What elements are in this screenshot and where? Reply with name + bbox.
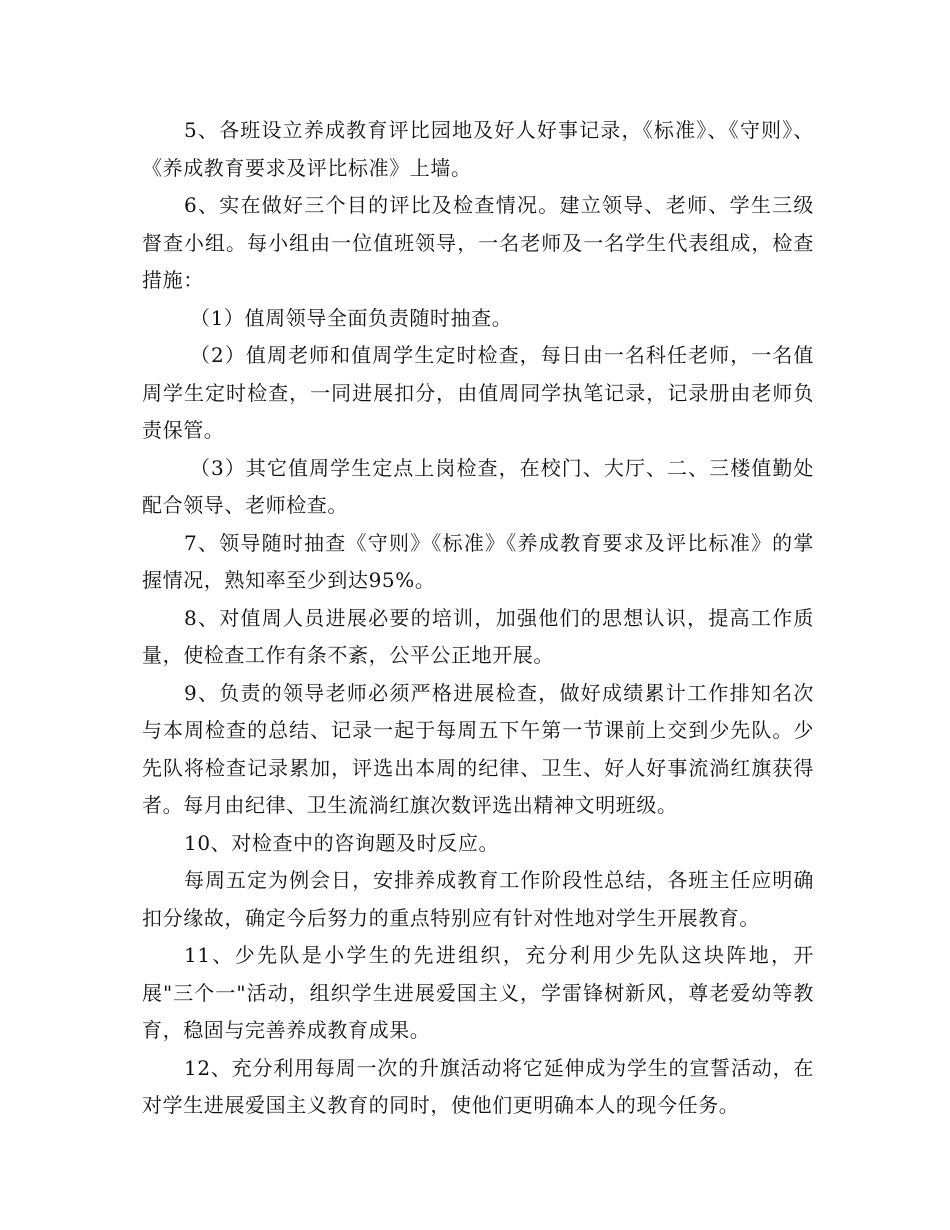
document-body — [142, 112, 814, 1125]
paragraph-item-7: 7、领导随时抽查《守则》《标准》《养成教育要求及评比标准》的掌握情况，熟知率至少到达95%。 — [142, 530, 814, 592]
paragraph-item-5: 5、各班设立养成教育评比园地及好人好事记录，《标准》、《守则》、《养成教育要求及评比标准》上墙。 — [142, 118, 814, 180]
paragraph-item-8: 8、对值周人员进展必要的培训，加强他们的思想认识，提高工作质量，使检查工作有条不紊，公平公正地开展。 — [142, 605, 814, 667]
paragraph-item-9: 9、负责的领导老师必须严格进展检查，做好成绩累计工作排知名次与本周检查的总结、记录一起于每周五下午第一节课前上交到少先队。少先队将检查记录累加，评选出本周的纪律、卫生、好人好事流淌红旗获得者。每月由纪律、卫生流淌红旗次数评选出精神文明班级。 — [142, 680, 814, 817]
paragraph-item-12: 12、充分利用每周一次的升旗活动将它延伸成为学生的宣誓活动，在对学生进展爱国主义教育的同时，使他们更明确本人的现今任务。 — [142, 1055, 814, 1117]
paragraph-item-6-3: （3）其它值周学生定点上岗检查，在校门、大厅、二、三楼值勤处配合领导、老师检查。 — [142, 455, 814, 517]
paragraph-item-6: 6、实在做好三个目的评比及检查情况。建立领导、老师、学生三级督查小组。每小组由一位值班领导，一名老师及一名学生代表组成，检查措施： — [142, 193, 814, 292]
paragraph-item-10-note: 每周五定为例会日，安排养成教育工作阶段性总结，各班主任应明确扣分缘故，确定今后努力的重点特别应有针对性地对学生开展教育。 — [142, 868, 814, 930]
paragraph-item-6-1: （1）值周领导全面负责随时抽查。 — [190, 305, 513, 330]
paragraph-item-11: 11、少先队是小学生的先进组织，充分利用少先队这块阵地，开展"三个一"活动，组织学生进展爱国主义，学雷锋树新风，尊老爱幼等教育，稳固与完善养成教育成果。 — [142, 943, 814, 1042]
paragraph-item-6-2: （2）值周老师和值周学生定时检查，每日由一名科任老师，一名值周学生定时检查，一同进展扣分，由值周同学执笔记录，记录册由老师负责保管。 — [142, 343, 814, 442]
paragraph-item-10: 10、对检查中的咨询题及时反应。 — [184, 830, 500, 855]
